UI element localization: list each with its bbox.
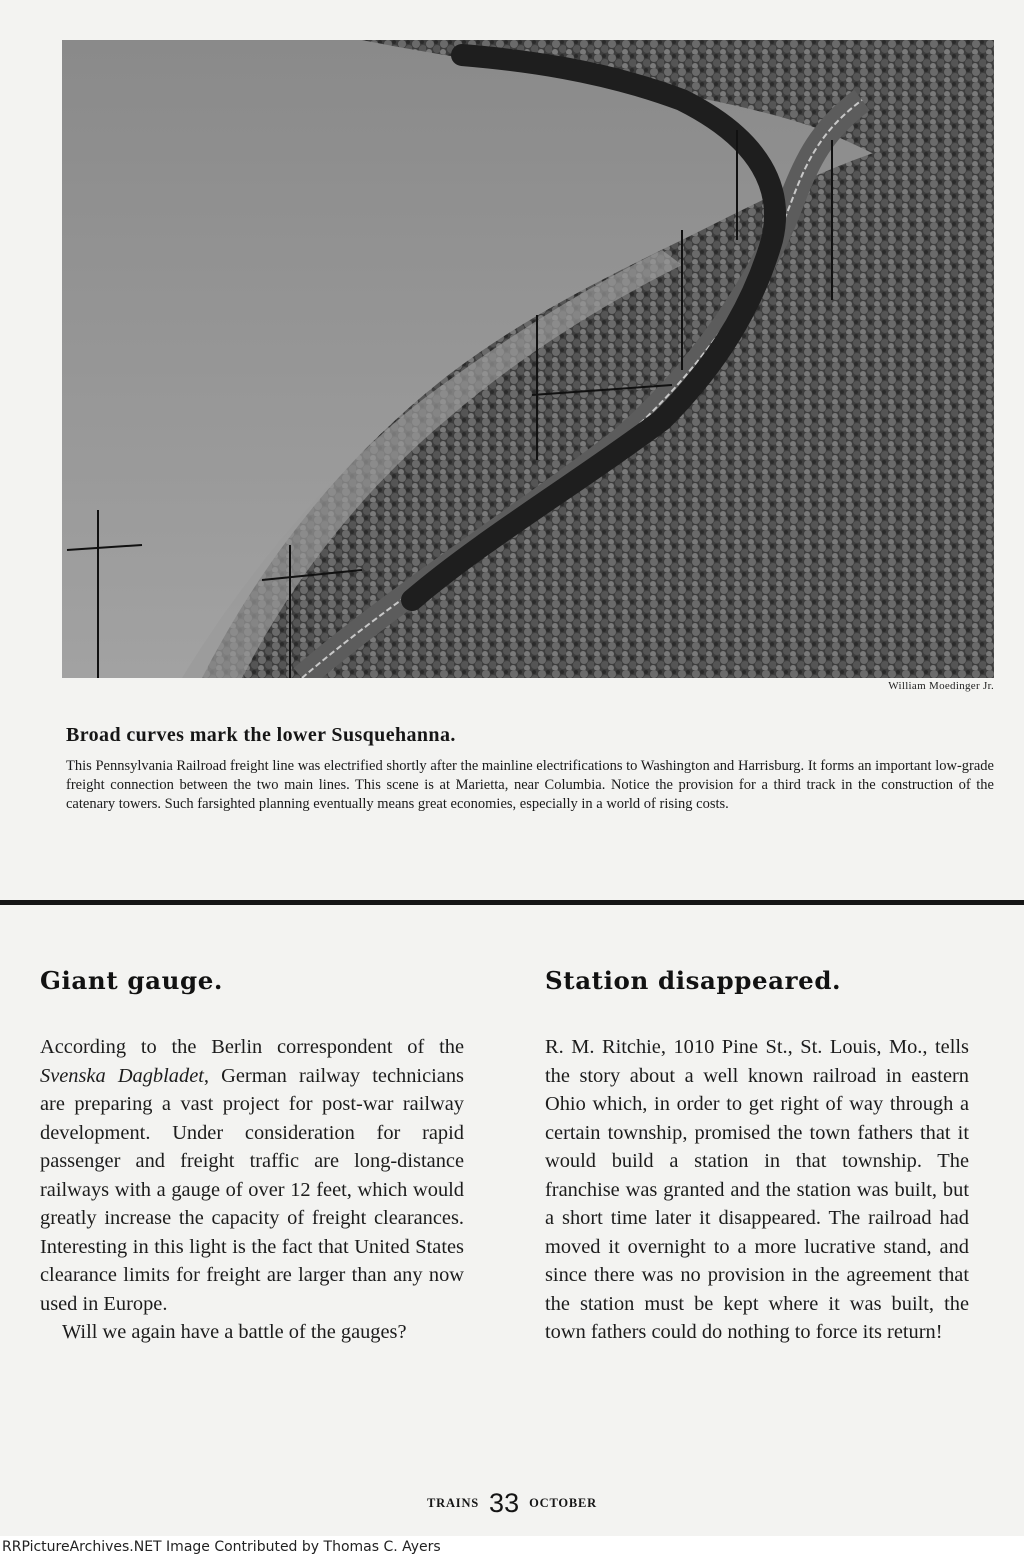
article-paragraph: R. M. Ritchie, 1010 Pine St., St. Louis, Mo., tells the story about a well known railroad in eastern Ohio which, in order to get right of way through a certain township, promised the town fathers that it would build a station in that township. The franchise was granted and the station was built, but a short time later it disappeared. The railroad had moved it overnight to a more lucrative stand, and since there was no provision in the agreement that the station must be kept where it was built, the town fathers could do nothing to force its return! [545,1036,969,1343]
page-footer [0,1488,1024,1519]
article-paragraph [40,1033,464,1318]
magazine-name: TRAINS [427,1496,480,1510]
paragraph-text: , German railway technicians are preparing a vast project for post-war railway development. Under consideration for rapid passenger and freight traffic are long-distance railways with a gauge of over 12 feet, which would greatly increase the capacity of freight clearances. Interesting in this light is the fact that United States clearance limits for freight are larger than any now used in Europe. [40,1064,464,1315]
caption-title: Broad curves mark the lower Susquehanna. [66,724,456,746]
photo-credit: William Moedinger Jr. [888,680,994,692]
article-heading: Giant gauge. [40,966,224,995]
source-watermark: RRPictureArchives.NET Image Contributed by Thomas C. Ayers [0,1536,1024,1559]
railroad-photo [62,40,994,678]
article-paragraph: Will we again have a battle of the gauges? [62,1321,407,1343]
paragraph-text: According to the Berlin correspondent of the [40,1036,464,1058]
caption-body: This Pennsylvania Railroad freight line was electrified shortly after the mainline electrifications to Washington and Harrisburg. It forms an important low-grade freight connection between the two main lines. This scene is at Marietta, near Columbia. Notice the provision for a third track in the construction of the catenary towers. Such farsighted planning eventually means great economies, especially in a world of rising costs. [66,758,994,812]
article-giant-gauge [40,966,464,1347]
photo-illustration [62,40,994,678]
article-heading: Station disappeared. [545,966,842,995]
section-divider [0,900,1024,905]
newspaper-name: Svenska Dagbladet [40,1064,204,1087]
article-station-disappeared [545,966,969,1347]
page-number: 33 [489,1488,520,1518]
issue-month: OCTOBER [529,1496,597,1510]
